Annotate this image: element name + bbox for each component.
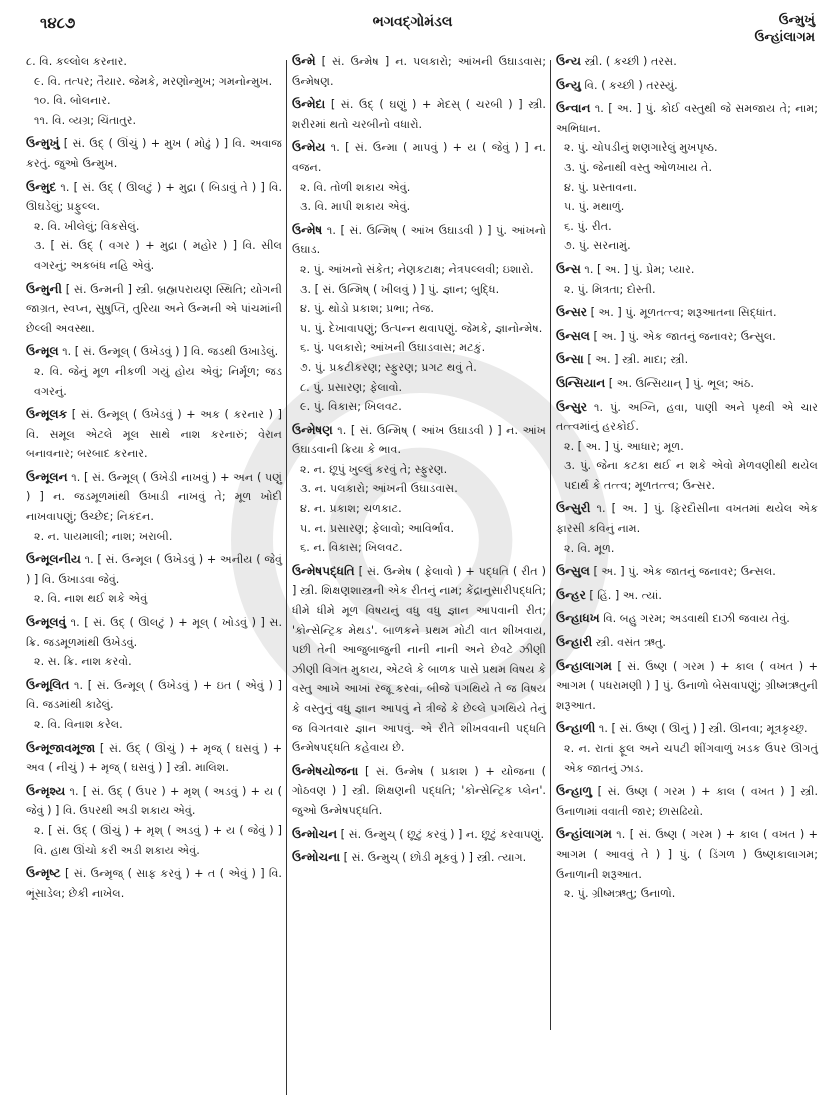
definition-text: [ સં. ઉન્મેષ ] ન. પલકારો; આંખની ઉઘાડવાસ; ઉન્મેષણ. <box>292 55 546 88</box>
definition-text: ૨. પું. ચોપડીનું શણગારેલું મુખપૃષ્ઠ. <box>564 141 718 155</box>
dictionary-entry <box>556 562 818 582</box>
definition-text: ૧. પું. અગ્નિ, હવા, પાણી અને પૃથ્વી એ ચાર તત્ત્વમાંનું હરકોઈ. <box>556 400 819 434</box>
dictionary-entry <box>556 374 818 394</box>
entry-sense <box>556 280 818 300</box>
definition-text: ૬. પું. રીત. <box>564 219 612 233</box>
entry-sense <box>26 217 282 237</box>
dictionary-entry <box>26 280 282 339</box>
entry-sense <box>556 825 818 884</box>
entry-sense <box>556 197 818 217</box>
definition-text: ૧૦. વિ. બોલનાર. <box>34 94 111 108</box>
definition-text: ૧. [ સં. ઉન્મૂલ્ ( ઉખેડવું ) ] વિ. જડથી ઉખાડેલું. <box>62 345 279 359</box>
entry-sense <box>292 562 546 758</box>
definition-text: [ સં. ઉન્મેષ ( ફેલાવો ) + પદ્ધતિ ( રીત ) ] સ્ત્રી. શિક્ષણશાસ્ત્રની એક રીતનું નામ; કેંદ્રાનુસારીપદ્ધતિ; ધીમે ધીમે મૂળ વિષયનું વધુ વધુ જ્ઞાન આપવાની રીત; 'કોન્સેન્ટ્રિક મેથડ'. બાળકને પ્રથમ મોટી વાત શીખવાય, પછી તેની આજુબાજુની નાની નાની અને છેવટે ઝીણી ઝીણી વિગત મુકાય, એટલે કે બાળક પાસે પ્રથમ વિષય કે વસ્તુ આખે આખાં રજૂ કરવાં, બીજે પગથિયે તે જ વિષય કે વસ્તુનું વધુ જ્ઞાન આપવું ને ત્રીજે કે છેલ્લે પગથિયે તેનું જ વિગતવાર જ્ઞાન આપવું. એ રીતે શીખવવાની પદ્ધતિ ઉન્મેષપદ્ધતિ કહેવાય છે. <box>292 564 546 755</box>
entry-sense <box>26 676 282 715</box>
definition-text: ૨. પું. મિત્રતા; દોસ્તી. <box>564 282 656 296</box>
entry-sense <box>292 280 546 300</box>
definition-text: [ હિં. ] અ. ત્યાં. <box>589 588 662 602</box>
dictionary-entry <box>556 586 818 606</box>
entry-sense <box>26 550 282 589</box>
running-title: ભગવદ્ગોમંડલ <box>372 14 453 30</box>
definition-text: ૭. પું. પ્રકટીકરણ; સ્ફુરણ; પ્રગટ થવું તે. <box>300 360 477 374</box>
definition-text: ૮. પું. પ્રસારણ; ફેલાવો. <box>300 380 403 394</box>
dictionary-entry <box>556 657 818 716</box>
headword: ઉન્ય <box>556 54 581 68</box>
headword: ઉન્મુની <box>26 281 62 296</box>
entry-sense <box>26 613 282 652</box>
entry-sense <box>26 72 282 92</box>
dictionary-entry <box>26 468 282 546</box>
dictionary-entry <box>556 99 818 256</box>
headword: ઉન્સિયાન <box>556 375 606 390</box>
entry-sense <box>26 821 282 860</box>
dictionary-entry <box>556 52 818 72</box>
entry-sense <box>292 95 546 134</box>
headword: ઉન્મૂલ <box>26 344 59 359</box>
entry-sense <box>26 468 282 527</box>
definition-text: ૩. ન. પલકારો; આંખની ઉઘાડવાસ. <box>300 482 458 496</box>
definition-text: ૨. પું. ગ્રીષ્મઋતુ; ઉનાળો. <box>564 887 676 901</box>
definition-text: ૧. [ સં. ઉન્મૂલ્ ( ઉખેડી નાખવું ) + અન ( પણું ) ] ન. જડમૂળમાંથી ઉખાડી નાખવું તે; મૂળ ખોદી નાખવાપણું; ઉચ્છેદ; નિકંદન. <box>26 470 283 524</box>
definition-text: ૧. [ અ. ] પું. ફિરદૌસીના વખતમાં થયેલ એક ફારસી કવિનું નામ. <box>556 502 818 536</box>
entry-sense <box>556 456 818 495</box>
definition-text: ૧. [ સં. ઉદ્ ( ઉપર ) + મૃશ્ ( અડવું ) + ય ( જેવું ) ] વિ. ઉપરથી અડી શકાય એવું. <box>26 784 282 818</box>
definition-text: ૧. [ સં. ઉન્મિષ્ ( આંખ ઉઘાડવી ) ] ન. આંખ ઉઘાડવાની ક્રિયા કે ભાવ. <box>292 423 546 457</box>
dictionary-entry <box>26 52 282 130</box>
headword: ઉન્સુર <box>556 399 588 414</box>
entry-sense <box>26 236 282 275</box>
entry-sense <box>556 260 818 280</box>
entry-sense <box>26 405 282 464</box>
entry-sense <box>26 527 282 547</box>
headword: ઉન્હર <box>556 587 586 602</box>
dictionary-entry <box>556 76 818 96</box>
dictionary-entry <box>26 342 282 401</box>
dictionary-entry <box>292 221 546 417</box>
entry-sense <box>292 138 546 177</box>
entry-sense <box>556 303 818 323</box>
dictionary-entry <box>26 613 282 672</box>
headword: ઉન્મૂજાવમૂજા <box>26 740 96 755</box>
definition-text: ૨. વિ. મૂળ. <box>564 541 615 555</box>
headword: ઉન્સલ <box>556 328 590 343</box>
definition-text: ૨. વિ. જેનું મૂળ નીકળી ગયું હોય એવું; નિર્મૂળ; જડ વગરનું. <box>34 364 282 398</box>
entry-sense <box>26 280 282 339</box>
column-left <box>26 52 282 907</box>
definition-text: [ અ. ] પું. મૂળતત્ત્વ; શરૂઆતના સિદ્ધાંત. <box>590 306 777 320</box>
definition-text: [ અ. ] પું. એક જાતનું જનાવર; ઉન્સલ. <box>593 565 776 579</box>
definition-text: ૧. [ સં. ઉષ્ણ ( ઊનું ) ] સ્ત્રી. ઊનવા; મૂત્રકૃચ્છ્ર. <box>598 722 808 736</box>
headword: ઉન્મેષણ <box>292 422 333 437</box>
guide-words <box>755 12 815 46</box>
headword: ઉન્સ <box>556 261 581 276</box>
entry-sense <box>556 76 818 96</box>
definition-text: ૨. ન. છૂપું ખુલ્લું કરવું તે; સ્ફુરણ. <box>300 462 448 476</box>
entry-sense <box>292 519 546 539</box>
entry-sense <box>556 633 818 653</box>
entry-sense <box>26 739 282 778</box>
definition-text: [ સં. ઉન્મુચ્ ( છોડી મૂકવું ) ] સ્ત્રી. ત્યાગ. <box>343 851 527 865</box>
dictionary-entry <box>26 134 282 173</box>
definition-text: ૧. [ સં. ઉન્મૂલ ( ઉખેડવું ) + અનીય ( જેવું ) ] વિ. ઉખાડવા જેવું. <box>26 553 282 586</box>
dictionary-entry <box>292 138 546 216</box>
dictionary-entry <box>26 550 282 609</box>
definition-text: વિ. બહુ ગરમ; અડવાથી દાઝી જવાય તેવું. <box>603 612 790 626</box>
entry-sense <box>292 378 546 398</box>
entry-sense <box>292 178 546 198</box>
entry-sense <box>26 864 282 903</box>
column-divider <box>286 60 287 1095</box>
entry-sense <box>26 652 282 672</box>
entry-sense <box>556 782 818 821</box>
headword: ઉન્હારી <box>556 635 593 650</box>
column-divider <box>550 60 551 1030</box>
headword: ઉન્હાધખ <box>556 611 600 626</box>
entry-sense <box>26 134 282 173</box>
headword: ઉન્મોચન <box>292 826 338 841</box>
headword: ઉન્મોચના <box>292 850 341 865</box>
entry-sense <box>556 586 818 606</box>
entry-sense <box>292 319 546 339</box>
headword: ઉન્મૃશ્ય <box>26 783 66 798</box>
headword: ઉન્મેદા <box>292 97 326 112</box>
entry-sense <box>556 719 818 739</box>
entry-sense <box>292 397 546 417</box>
entry-sense <box>292 221 546 260</box>
definition-text: ૨. [ સં. ઉદ્ ( ઊંચું ) + મૃશ્ ( અડવું ) + ય ( જેવું ) ] વિ. હાથ ઊંચો કરી અડી શકાય એવું. <box>34 823 282 857</box>
definition-text: ૧. [ સં. ઉન્મૂલ્ ( ઉખેડવું ) + ઇત ( એવું ) ] વિ. જડમાંથી કાઢેલું. <box>26 678 282 712</box>
entry-sense <box>26 362 282 401</box>
entry-sense <box>556 374 818 394</box>
dictionary-entry <box>556 260 818 299</box>
definition-text: ૨. વિ. વિનાશ કરેલ. <box>34 718 123 731</box>
definition-text: ૨. ન. રાતાં ફૂલ અને ચપટી શીંગવાળું ખડક ઉપર ઊગતું એક જાતનું ઝાડ. <box>564 742 818 775</box>
entry-sense <box>556 327 818 347</box>
entry-sense <box>556 657 818 716</box>
entry-sense <box>292 479 546 499</box>
entry-sense <box>292 762 546 821</box>
definition-text: [ અ. ] પું. એક જાતનું જનાવર; ઉન્સુલ. <box>593 329 776 343</box>
dictionary-entry <box>26 405 282 464</box>
entry-sense <box>26 715 282 735</box>
definition-text: ૩. [ સં. ઉદ્ ( વગર ) + મુદ્રા ( મહોર ) ] વિ. સીલ વગરનું; અકબંધ નહિ એવું. <box>34 239 282 272</box>
definition-text: ૧. [ સં. ઉન્મિષ્ ( આંખ ઉઘાડવી ) ] પું. આંખનો ઉઘાડ. <box>292 223 546 257</box>
headword: ઉન્મે <box>292 54 316 68</box>
entry-sense <box>556 158 818 178</box>
entry-sense <box>292 197 546 217</box>
dictionary-entry <box>556 303 818 323</box>
entry-sense <box>26 342 282 362</box>
definition-text: ૨. [ અ. ] પું. આધાર; મૂળ. <box>564 439 684 453</box>
definition-text: [ સં. ઉન્મૂલ્ ( ઉખેડવું ) + અક ( કરનાર ) ] વિ. સમૂલ એટલે મૂલ સાથે નાશ કરનારું; વેરાન બનાવનાર; બરબાદ કરનાર. <box>26 408 282 461</box>
definition-text: ૩. પું. જેના કટકા થઈ ન શકે એવો મેળવણીથી થયેલ પદાર્થ કે તત્ત્વ; મૂળતત્ત્વ; ઉન્સર. <box>564 459 818 492</box>
definition-text: ૧. [ અ. ] પું. પ્રેમ; પ્યાર. <box>584 262 695 276</box>
dictionary-entry <box>292 848 546 868</box>
dictionary-entry <box>556 782 818 821</box>
entry-sense <box>556 217 818 237</box>
definition-text: ૧. [ અ. ] પું. કોઈ વસ્તુથી જે સમજાય તે; નામ; અભિધાન. <box>556 102 818 135</box>
headword: ઉન્હાળુ <box>556 784 592 799</box>
headword: ઉન્હાળી <box>556 721 596 736</box>
definition-text: ૭. પું. સરનામું. <box>564 239 631 253</box>
definition-text: ૩. પું. જેનાથી વસ્તુ ઓળખાય તે. <box>564 160 712 174</box>
entry-sense <box>26 178 282 217</box>
entry-sense <box>556 398 818 437</box>
headword: ઉન્મૂલનીય <box>26 552 81 567</box>
dictionary-entry <box>292 825 546 845</box>
dictionary-entry <box>556 398 818 496</box>
definition-text: ૨. ન. પાયમાલી; નાશ; ખરાબી. <box>34 529 173 543</box>
dictionary-entry <box>556 499 818 558</box>
headword: ઉન્મુખું <box>26 136 60 151</box>
definition-text: ૨. પું. આંખનો સંકેત; નેણકટાક્ષ; નેત્રપલ્લવી; ઇશારો. <box>300 262 534 276</box>
entry-sense <box>26 91 282 111</box>
dictionary-entry <box>556 327 818 347</box>
entry-sense <box>26 52 282 72</box>
headword: ઉન્મૂલવું <box>26 615 67 630</box>
headword: ઉન્મૂલન <box>26 469 68 484</box>
dictionary-entry <box>292 762 546 821</box>
definition-text: ૩. વિ. માપી શકાય એવું. <box>300 200 411 214</box>
definition-text: ૧. [ સં. ઉદ્ ( ઊલટું ) + મુદ્રા ( બિડાવું તે ) ] વિ. ઊઘડેલું; પ્રફુલ્લ. <box>26 180 283 214</box>
dictionary-entry <box>292 562 546 758</box>
definition-text: ૫. ન. પ્રસારણ; ફેલાવો; આવિર્ભાવ. <box>300 521 455 535</box>
dictionary-entry <box>26 739 282 778</box>
definition-text: [ અ. ] સ્ત્રી. માદા; સ્ત્રી. <box>587 353 689 367</box>
definition-text: [ સં. ઉન્મેષ ( પ્રકાશ ) + યોજના ( ગોઠવણ ) ] સ્ત્રી. શિક્ષણની પદ્ધતિ; 'કોન્સેન્ટ્રિક પ્લેન'. જુઓ ઉન્મેષપદ્ધતિ. <box>292 764 546 817</box>
dictionary-entry <box>556 825 818 903</box>
entry-sense <box>556 539 818 559</box>
guide-word-first: ઉન્મુખું <box>778 13 815 28</box>
definition-text: [ સં. ઉષ્ણ ( ગરમ ) + કાલ ( વખત ) ] સ્ત્રી. ઉનાળામાં વવાતી જાર; છાસઢિયો. <box>556 785 818 818</box>
headword: ઉન્સર <box>556 305 588 320</box>
definition-text: ૮. વિ. કલ્લોલ કરનાર. <box>26 55 127 68</box>
definition-text: ૧. [ સં. ઉદ્ ( ઊલટું ) + મૂલ્ ( ખોડવું ) ] સ. ક્રિ. જડમૂળમાંથી ઉખેડવું. <box>26 616 282 649</box>
definition-text: ૪. પું. પ્રસ્તાવના. <box>564 180 637 194</box>
dictionary-entry <box>292 95 546 134</box>
page-header <box>0 8 825 53</box>
headword: ઉન્મેષયોજના <box>292 763 359 778</box>
headword: ઉન્સુરી <box>556 501 591 516</box>
entry-sense <box>292 499 546 519</box>
dictionary-entry <box>26 782 282 860</box>
dictionary-entry <box>26 864 282 903</box>
definition-text: ૪. ન. પ્રકાશ; ચળકાટ. <box>300 502 402 516</box>
definition-text: [ સં. ઉદ્ ( ઊંચું ) + મુખ ( મોઢું ) ] વિ. અવાજ કરતું. જુઓ ઉન્મુખ. <box>26 137 282 170</box>
definition-text: ૬. ન. વિકાસ; ખિલવટ. <box>300 541 403 555</box>
dictionary-entry <box>556 350 818 370</box>
dictionary-entry <box>292 421 546 558</box>
dictionary-columns <box>0 52 825 1082</box>
column-right <box>556 52 818 908</box>
headword: ઉન્હાલાગમ <box>556 658 612 673</box>
definition-text: ૫. પું. મથાળું. <box>564 200 625 214</box>
entry-sense <box>556 178 818 198</box>
guide-word-last: ઉન્હાંલાગમ <box>754 30 815 45</box>
definition-text: ૪. પું. થોડો પ્રકાશ; પ્રભા; તેજ. <box>300 302 434 316</box>
definition-text: [ સં. ઉદ્ ( ઊંચું ) + મૃજ્ ( ઘસવું ) + અવ ( નીચું ) + મૃજ્ ( ઘસવું ) ] સ્ત્રી. માલિશ. <box>26 741 282 775</box>
entry-sense <box>556 99 818 138</box>
definition-text: ૧. [ સં. ઉન્મા ( માપવું ) + ય ( જેવું ) ] ન. વજન. <box>292 141 546 174</box>
definition-text: [ અ. ઉન્સિયાન્ ] પું. ભૂલ; અંઠ. <box>608 376 754 390</box>
entry-sense <box>556 562 818 582</box>
definition-text: ૩. [ સં. ઉન્મિષ્ ( ખીલવું ) ] પું. જ્ઞાન; બુદ્ધિ. <box>300 282 500 296</box>
headword: ઉન્મુદ <box>26 179 57 194</box>
entry-sense <box>556 437 818 457</box>
headword: ઉન્હાંલાગમ <box>556 827 612 842</box>
headword: ઉન્મૂલિત <box>26 677 70 692</box>
entry-sense <box>292 260 546 280</box>
definition-text: ૯. વિ. તત્પર; તૈયાર. જેમકે, મરણોન્મુખ; ગમનોન્મુખ. <box>34 74 273 88</box>
headword: ઉન્યુ <box>556 77 581 92</box>
headword: ઉન્મેષ <box>292 222 323 237</box>
entry-sense <box>292 338 546 358</box>
definition-text: [ સં. ઉન્મની ] સ્ત્રી. બ્રહ્મપરાયણ સ્થિતિ; યોગની જાગ્રત, સ્વપ્ન, સુષુપ્તિ, તુરિયા અને ઉન્મની એ પાંચમાંની છેલ્લી અવસ્થા. <box>26 282 282 335</box>
page-number: ૧૪૮૭ <box>40 14 76 32</box>
dictionary-entry <box>556 719 818 778</box>
definition-text: ૨. સ. ક્રિ. નાશ કરવો. <box>34 655 132 669</box>
entry-sense <box>556 138 818 158</box>
entry-sense <box>556 609 818 629</box>
definition-text: ૧૧. વિ. વ્યગ્ર; ચિંતાતુર. <box>34 113 137 127</box>
definition-text: [ સં. ઉષ્ણ ( ગરમ ) + કાલ ( વખત ) + આગમ ( પધરામણી ) ] પું. ઉનાળો બેસવાપણું; ગ્રીષ્મઋતુની શરૂઆત. <box>556 659 818 712</box>
definition-text: વિ. ( કચ્છી ) તરસ્યું. <box>584 78 678 92</box>
definition-text: [ સં. ઉન્મુચ્ ( છૂટું કરવું ) ] ન. છૂટું કરવાપણું. <box>340 827 545 841</box>
headword: ઉન્સા <box>556 352 584 367</box>
definition-text: ૨. વિ. નાશ થઈ શકે એવું <box>34 592 148 606</box>
headword: ઉન્મૂલક <box>26 407 68 422</box>
headword: ઉન્વાન <box>556 101 591 116</box>
dictionary-entry <box>556 609 818 629</box>
entry-sense <box>292 825 546 845</box>
definition-text: [ સં. ઉદ્ ( ઘણું ) + મેદસ્ ( ચરબી ) ] સ્ત્રી. શરીરમાં થતો ચરબીનો વધારો. <box>292 98 546 131</box>
definition-text: ૬. પું. પલકારો; આંખની ઉઘાડવાસ; મટકું. <box>300 341 486 355</box>
entry-sense <box>556 739 818 778</box>
entry-sense <box>556 499 818 538</box>
headword: ઉન્મેય <box>292 140 326 155</box>
entry-sense <box>556 52 818 72</box>
headword: ઉન્મેષપદ્ધતિ <box>292 563 355 578</box>
entry-sense <box>26 589 282 609</box>
definition-text: ૨. વિ. તોળી શકાય એવું. <box>300 180 411 194</box>
headword: ઉન્સુલ <box>556 564 590 579</box>
entry-sense <box>556 884 818 904</box>
entry-sense <box>292 460 546 480</box>
dictionary-entry <box>556 633 818 653</box>
column-middle <box>292 52 546 872</box>
entry-sense <box>292 358 546 378</box>
entry-sense <box>292 421 546 460</box>
definition-text: સ્ત્રી. ( કચ્છી ) તરસ. <box>584 55 677 68</box>
dictionary-entry <box>26 178 282 276</box>
definition-text: સ્ત્રી. વસંત ઋતુ. <box>595 636 666 650</box>
entry-sense <box>292 538 546 558</box>
dictionary-entry <box>26 676 282 735</box>
entry-sense <box>26 111 282 131</box>
headword: ઉન્મૃષ્ટ <box>26 866 61 881</box>
definition-text: ૯. પું. વિકાસ; ખિલવટ. <box>300 400 402 414</box>
entry-sense <box>292 299 546 319</box>
entry-sense <box>26 782 282 821</box>
entry-sense <box>292 52 546 91</box>
definition-text: ૧. [ સં. ઉષ્ણ ( ગરમ ) + કાલ ( વખત ) + આગમ ( આવવું તે ) ] પું. ( ડિંગળ ) ઉષ્ણકાલાગમ; ઉનાળાની શરૂઆત. <box>556 828 818 881</box>
entry-sense <box>556 350 818 370</box>
dictionary-entry <box>292 52 546 91</box>
definition-text: [ સં. ઉન્મૃજ્ ( સાફ કરવું ) + ત ( એવું ) ] વિ. ભૂંસાડેલ; છેકી નાખેલ. <box>26 867 282 900</box>
entry-sense <box>556 236 818 256</box>
definition-text: ૫. પું. દેખાવાપણું; ઉત્પન્ન થવાપણું. જેમકે, જ્ઞાનોન્મેષ. <box>300 321 543 335</box>
entry-sense <box>292 848 546 868</box>
definition-text: ૨. વિ. ખીલેલું; વિકસેલું. <box>34 219 140 233</box>
